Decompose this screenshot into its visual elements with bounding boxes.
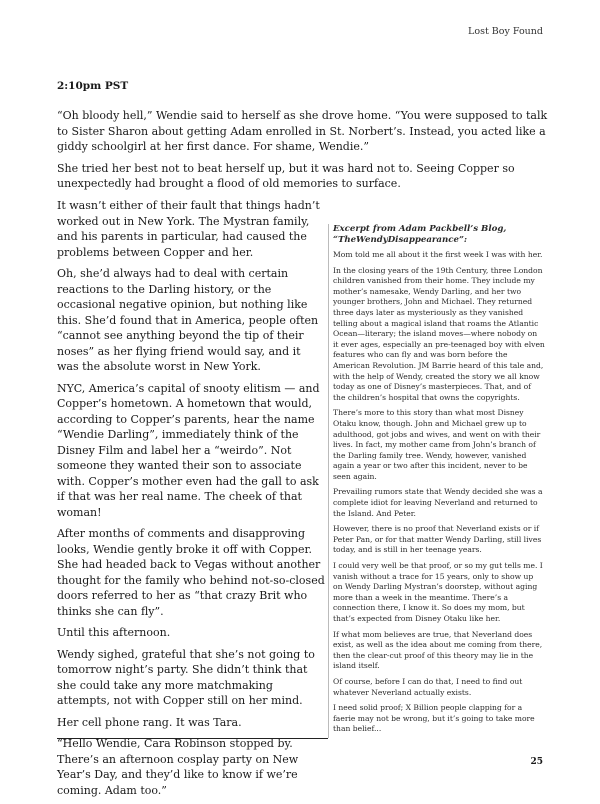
sidebar-paragraph: Of course, before I can do that, I need to find out whatever Neverland actually exists. bbox=[333, 676, 523, 697]
sidebar-paragraph: I could very well be that proof, or so my gut tells me. I vanish without a trace for 15 years, only to show up on Wendy Darling Mystran’s doorstep, without aging more than a week in the meantime. There’s a connection there, I know it. So does my mom, but that’s expected from Disney Otaku like her. bbox=[333, 561, 543, 623]
paragraph: Until this afternoon. bbox=[57, 626, 171, 639]
page-number: 25 bbox=[530, 757, 543, 767]
intro-text bbox=[57, 108, 549, 198]
sidebar-paragraph: I need solid proof; X Billion people clapping for a faerie may not be wrong, but it’s going to take more than belief... bbox=[333, 703, 535, 734]
paragraph: Wendy sighed, grateful that she’s not going to tomorrow night’s party. She didn’t think that she could take any more matchmaking attempts, not with Copper still on her mind. bbox=[57, 647, 315, 707]
blog-excerpt-sidebar bbox=[333, 224, 545, 740]
paragraph: Her cell phone rang. It was Tara. bbox=[57, 715, 242, 729]
paragraph: NYC, America’s capital of snooty elitism — and Copper’s hometown. A hometown that would, according to Copper’s parents, hear the name “Wendie Darling”, immediately think of the Disney Film and label her a “weirdo”. Not someone they wanted their son to associate with. Copper’s mother even had the gall to ask if that was her real name. The cheek of that woman! bbox=[57, 381, 320, 519]
sidebar-paragraph: Mom told me all about it the first week I was with her. bbox=[333, 250, 543, 259]
running-header: Lost Boy Found bbox=[468, 26, 543, 37]
paragraph: After months of comments and disapproving looks, Wendie gently broke it off with Copper. She had headed back to Vegas without another thought for the family who behind not-so-closed doors referred to her as “that crazy Brit who thinks she can fly”. bbox=[57, 527, 325, 618]
paragraph: “Oh bloody hell,” Wendie said to herself as she drove home. “You were supposed to talk to Sister Sharon about getting Adam enrolled in St. Norbert’s. Instead, you acted like a giddy schoolgirl at her first dance. For shame, Wendie.” bbox=[57, 109, 548, 153]
sidebar-paragraph: If what mom believes are true, that Neverland does exist, as well as the idea about me coming from there, then the clear-cut proof of this theory may lie in the island itself. bbox=[333, 629, 543, 671]
sidebar-paragraph: In the closing years of the 19th Century, three London children vanished from their home. They include my mother’s namesake, Wendy Darling, and her two younger brothers, John and Michael. They returned three days later as mysteriously as they vanished telling about a magical island that roams the Atlantic Ocean—literary; the island moves—where nobody on it ever ages, especially an pre-teenaged boy with elven features who can fly and was born before the American Revolution. JM Barrie heard of this tale and, with the help of Wendy, created the story we all know today as one of Disney’s masterpieces. That, and of the children’s hospital that owns the copyrights. bbox=[333, 265, 545, 402]
sidebar-paragraph: Prevailing rumors state that Wendy decided she was a complete idiot for leaving Neverland and returned to the Island. And Peter. bbox=[333, 487, 543, 518]
section-timestamp: 2:10pm PST bbox=[57, 80, 129, 92]
paragraph: She tried her best not to beat herself up, but it was hard not to. Seeing Copper so unexpectedly had brought a flood of old memories to surface. bbox=[57, 161, 515, 190]
sidebar-title: Excerpt from Adam Packbell’s Blog, “TheWendyDisappearance”: bbox=[333, 224, 507, 245]
paragraph: “Hello Wendie, Cara Robinson stopped by. There’s an afternoon cosplay party on New Year’s Day, and they’d like to know if we’re coming. Adam too.” bbox=[57, 737, 299, 797]
footer-rule bbox=[57, 738, 328, 739]
sidebar-paragraph: However, there is no proof that Neverland exists or if Peter Pan, or for that matter Wendy Darling, still lives today, and is still in her teenage years. bbox=[333, 524, 542, 555]
column-divider bbox=[328, 224, 329, 738]
sidebar-paragraph: There’s more to this story than what most Disney Otaku know, though. John and Michael grew up to adulthood, got jobs and wives, and went on with their lives. In fact, my mother came from John’s branch of the Darling family tree. Wendy, however, vanished again a year or two after this incident, never to be seen again. bbox=[333, 408, 541, 481]
paragraph: Oh, she’d always had to deal with certain reactions to the Darling history, or the occasional negative opinion, but nothing like this. She’d found that in America, people often “cannot see anything beyond the tip of their noses” as her flying friend would say, and it was the absolute worst in New York. bbox=[57, 267, 319, 373]
paragraph: It wasn’t either of their fault that things hadn’t worked out in New York. The Mystran family, and his parents in particular, had caused the problems between Copper and her. bbox=[57, 199, 320, 259]
main-column bbox=[57, 198, 325, 804]
